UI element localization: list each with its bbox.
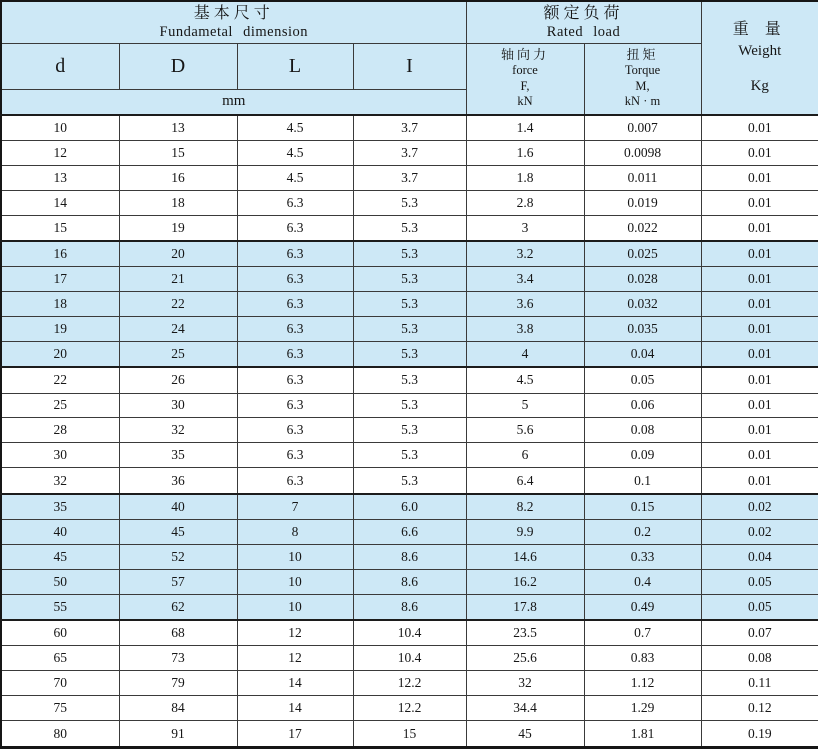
cell: 0.11: [701, 671, 818, 696]
axial-force-symbol: F,: [520, 78, 530, 93]
cell: 18: [119, 190, 237, 215]
table-row: [1, 494, 818, 520]
cell: 17: [237, 721, 353, 748]
cell: 10.4: [353, 646, 466, 671]
cell: 0.49: [584, 594, 701, 620]
cell: 6.3: [237, 367, 353, 393]
cell: 14.6: [466, 544, 584, 569]
cell: 6.3: [237, 418, 353, 443]
torque-symbol: M,: [635, 78, 650, 93]
cell: 1.4: [466, 115, 584, 141]
torque-unit: kN · m: [624, 94, 661, 109]
cell: 12: [237, 646, 353, 671]
cell: 0.01: [701, 165, 818, 190]
cell: 0.07: [701, 620, 818, 646]
col-header-d: d: [1, 43, 119, 89]
table-row: [1, 267, 818, 292]
col-header-torque: [584, 43, 701, 115]
cell: 52: [119, 544, 237, 569]
cell: 5.3: [353, 215, 466, 241]
cell: 0.022: [584, 215, 701, 241]
cell: 65: [1, 646, 119, 671]
cell: 0.04: [584, 342, 701, 368]
cell: 0.08: [701, 646, 818, 671]
cell: 10: [237, 544, 353, 569]
cell: 12: [1, 140, 119, 165]
cell: 0.15: [584, 494, 701, 520]
cell: 1.6: [466, 140, 584, 165]
col-header-axial-force: [466, 43, 584, 115]
table-row: [1, 569, 818, 594]
table-body: [1, 115, 818, 748]
cell: 0.01: [701, 443, 818, 468]
cell: 2.8: [466, 190, 584, 215]
weight-en: Weight: [738, 42, 782, 59]
cell: 34.4: [466, 696, 584, 721]
cell: 0.06: [584, 393, 701, 418]
cell: 32: [1, 468, 119, 494]
cell: 6.3: [237, 393, 353, 418]
cell: 5.3: [353, 292, 466, 317]
cell: 18: [1, 292, 119, 317]
torque-zh: 扭矩: [626, 46, 659, 62]
cell: 5.3: [353, 190, 466, 215]
cell: 3.7: [353, 115, 466, 141]
cell: 0.032: [584, 292, 701, 317]
cell: 35: [1, 494, 119, 520]
cell: 20: [1, 342, 119, 368]
table-row: [1, 443, 818, 468]
cell: 0.01: [701, 215, 818, 241]
cell: 91: [119, 721, 237, 748]
header-weight: [701, 1, 818, 115]
table-row: [1, 620, 818, 646]
table-row: [1, 519, 818, 544]
table-row: [1, 342, 818, 368]
cell: 22: [1, 367, 119, 393]
cell: 6.3: [237, 190, 353, 215]
cell: 6.3: [237, 292, 353, 317]
cell: 0.08: [584, 418, 701, 443]
cell: 0.05: [584, 367, 701, 393]
cell: 5.3: [353, 443, 466, 468]
axial-force-zh: 轴向力: [500, 46, 549, 62]
table-row: [1, 292, 818, 317]
cell: 8.6: [353, 594, 466, 620]
cell: 15: [119, 140, 237, 165]
header-basic-dimension: [1, 1, 466, 43]
cell: 10: [237, 569, 353, 594]
cell: 4.5: [466, 367, 584, 393]
cell: 25: [1, 393, 119, 418]
cell: 73: [119, 646, 237, 671]
cell: 6.3: [237, 468, 353, 494]
rated-load-en: Rated load: [546, 23, 621, 40]
table-row: [1, 393, 818, 418]
cell: 6.3: [237, 342, 353, 368]
cell: 6: [466, 443, 584, 468]
cell: 0.01: [701, 267, 818, 292]
basic-dimension-zh: 基本尺寸: [193, 4, 274, 22]
cell: 4: [466, 342, 584, 368]
cell: 8.6: [353, 569, 466, 594]
table-row: [1, 468, 818, 494]
cell: 4.5: [237, 165, 353, 190]
cell: 0.0098: [584, 140, 701, 165]
col-header-D: D: [119, 43, 237, 89]
cell: 5.3: [353, 367, 466, 393]
cell: 79: [119, 671, 237, 696]
cell: 32: [466, 671, 584, 696]
cell: 62: [119, 594, 237, 620]
col-header-L: L: [237, 43, 353, 89]
cell: 3.4: [466, 267, 584, 292]
cell: 22: [119, 292, 237, 317]
cell: 0.12: [701, 696, 818, 721]
cell: 13: [1, 165, 119, 190]
cell: 70: [1, 671, 119, 696]
cell: 5.3: [353, 418, 466, 443]
cell: 10: [237, 594, 353, 620]
table-row: [1, 418, 818, 443]
cell: 6.6: [353, 519, 466, 544]
cell: 0.09: [584, 443, 701, 468]
cell: 16: [1, 241, 119, 267]
cell: 36: [119, 468, 237, 494]
cell: 0.01: [701, 241, 818, 267]
cell: 5.3: [353, 241, 466, 267]
cell: 0.01: [701, 393, 818, 418]
cell: 16.2: [466, 569, 584, 594]
cell: 25.6: [466, 646, 584, 671]
cell: 40: [1, 519, 119, 544]
table-row: [1, 367, 818, 393]
cell: 0.05: [701, 569, 818, 594]
cell: 0.19: [701, 721, 818, 748]
cell: 0.019: [584, 190, 701, 215]
rated-load-zh: 额定负荷: [543, 4, 624, 22]
cell: 19: [1, 317, 119, 342]
cell: 17: [1, 267, 119, 292]
cell: 0.04: [701, 544, 818, 569]
cell: 3.7: [353, 165, 466, 190]
cell: 5.3: [353, 317, 466, 342]
cell: 0.02: [701, 494, 818, 520]
cell: 3: [466, 215, 584, 241]
cell: 6.3: [237, 443, 353, 468]
cell: 60: [1, 620, 119, 646]
cell: 26: [119, 367, 237, 393]
cell: 0.035: [584, 317, 701, 342]
cell: 7: [237, 494, 353, 520]
cell: 0.01: [701, 367, 818, 393]
table-row: [1, 317, 818, 342]
cell: 6.3: [237, 267, 353, 292]
cell: 0.01: [701, 115, 818, 141]
cell: 15: [353, 721, 466, 748]
cell: 0.01: [701, 140, 818, 165]
cell: 0.83: [584, 646, 701, 671]
cell: 25: [119, 342, 237, 368]
cell: 13: [119, 115, 237, 141]
table-row: [1, 140, 818, 165]
cell: 50: [1, 569, 119, 594]
table-row: [1, 646, 818, 671]
table-row: [1, 594, 818, 620]
cell: 0.028: [584, 267, 701, 292]
cell: 6.3: [237, 215, 353, 241]
cell: 0.011: [584, 165, 701, 190]
table-row: [1, 215, 818, 241]
weight-zh: 重 量: [732, 20, 787, 38]
cell: 0.2: [584, 519, 701, 544]
cell: 6.0: [353, 494, 466, 520]
cell: 5.3: [353, 342, 466, 368]
table-row: [1, 696, 818, 721]
cell: 0.7: [584, 620, 701, 646]
cell: 84: [119, 696, 237, 721]
cell: 68: [119, 620, 237, 646]
cell: 5.3: [353, 267, 466, 292]
header-rated-load: [466, 1, 701, 43]
cell: 10: [1, 115, 119, 141]
cell: 0.01: [701, 292, 818, 317]
basic-dimension-en: Fundametal dimension: [159, 23, 308, 40]
cell: 21: [119, 267, 237, 292]
cell: 57: [119, 569, 237, 594]
weight-unit: Kg: [750, 77, 769, 94]
cell: 12: [237, 620, 353, 646]
axial-force-unit: kN: [517, 94, 533, 109]
cell: 0.01: [701, 342, 818, 368]
cell: 20: [119, 241, 237, 267]
cell: 10.4: [353, 620, 466, 646]
cell: 35: [119, 443, 237, 468]
cell: 0.01: [701, 317, 818, 342]
cell: 12.2: [353, 696, 466, 721]
cell: 1.81: [584, 721, 701, 748]
table-row: [1, 241, 818, 267]
cell: 1.8: [466, 165, 584, 190]
cell: 3.6: [466, 292, 584, 317]
table-row: [1, 115, 818, 141]
cell: 6.4: [466, 468, 584, 494]
cell: 23.5: [466, 620, 584, 646]
cell: 3.8: [466, 317, 584, 342]
cell: 0.05: [701, 594, 818, 620]
table-header: [1, 1, 818, 115]
cell: 3.2: [466, 241, 584, 267]
cell: 24: [119, 317, 237, 342]
cell: 8.2: [466, 494, 584, 520]
cell: 5.3: [353, 393, 466, 418]
cell: 32: [119, 418, 237, 443]
cell: 75: [1, 696, 119, 721]
cell: 3.7: [353, 140, 466, 165]
cell: 4.5: [237, 140, 353, 165]
cell: 45: [466, 721, 584, 748]
cell: 8: [237, 519, 353, 544]
cell: 40: [119, 494, 237, 520]
cell: 45: [1, 544, 119, 569]
cell: 55: [1, 594, 119, 620]
cell: 17.8: [466, 594, 584, 620]
cell: 80: [1, 721, 119, 748]
cell: 12.2: [353, 671, 466, 696]
cell: 0.02: [701, 519, 818, 544]
cell: 28: [1, 418, 119, 443]
torque-en: Torque: [624, 63, 661, 78]
cell: 0.007: [584, 115, 701, 141]
cell: 14: [1, 190, 119, 215]
table-row: [1, 671, 818, 696]
cell: 0.4: [584, 569, 701, 594]
cell: 0.01: [701, 418, 818, 443]
cell: 15: [1, 215, 119, 241]
cell: 14: [237, 696, 353, 721]
cell: 0.025: [584, 241, 701, 267]
cell: 30: [1, 443, 119, 468]
cell: 5: [466, 393, 584, 418]
cell: 5.3: [353, 468, 466, 494]
cell: 0.01: [701, 190, 818, 215]
table-row: [1, 544, 818, 569]
cell: 45: [119, 519, 237, 544]
cell: 0.1: [584, 468, 701, 494]
cell: 0.01: [701, 468, 818, 494]
axial-force-en: force: [512, 63, 538, 78]
dimension-unit-mm: mm: [1, 89, 466, 115]
cell: 5.6: [466, 418, 584, 443]
table-row: [1, 721, 818, 748]
cell: 30: [119, 393, 237, 418]
cell: 14: [237, 671, 353, 696]
col-header-I: I: [353, 43, 466, 89]
cell: 0.33: [584, 544, 701, 569]
cell: 8.6: [353, 544, 466, 569]
cell: 19: [119, 215, 237, 241]
cell: 1.29: [584, 696, 701, 721]
table-row: [1, 190, 818, 215]
cell: 6.3: [237, 241, 353, 267]
cell: 16: [119, 165, 237, 190]
cell: 1.12: [584, 671, 701, 696]
table-row: [1, 165, 818, 190]
cell: 6.3: [237, 317, 353, 342]
cell: 9.9: [466, 519, 584, 544]
cell: 4.5: [237, 115, 353, 141]
